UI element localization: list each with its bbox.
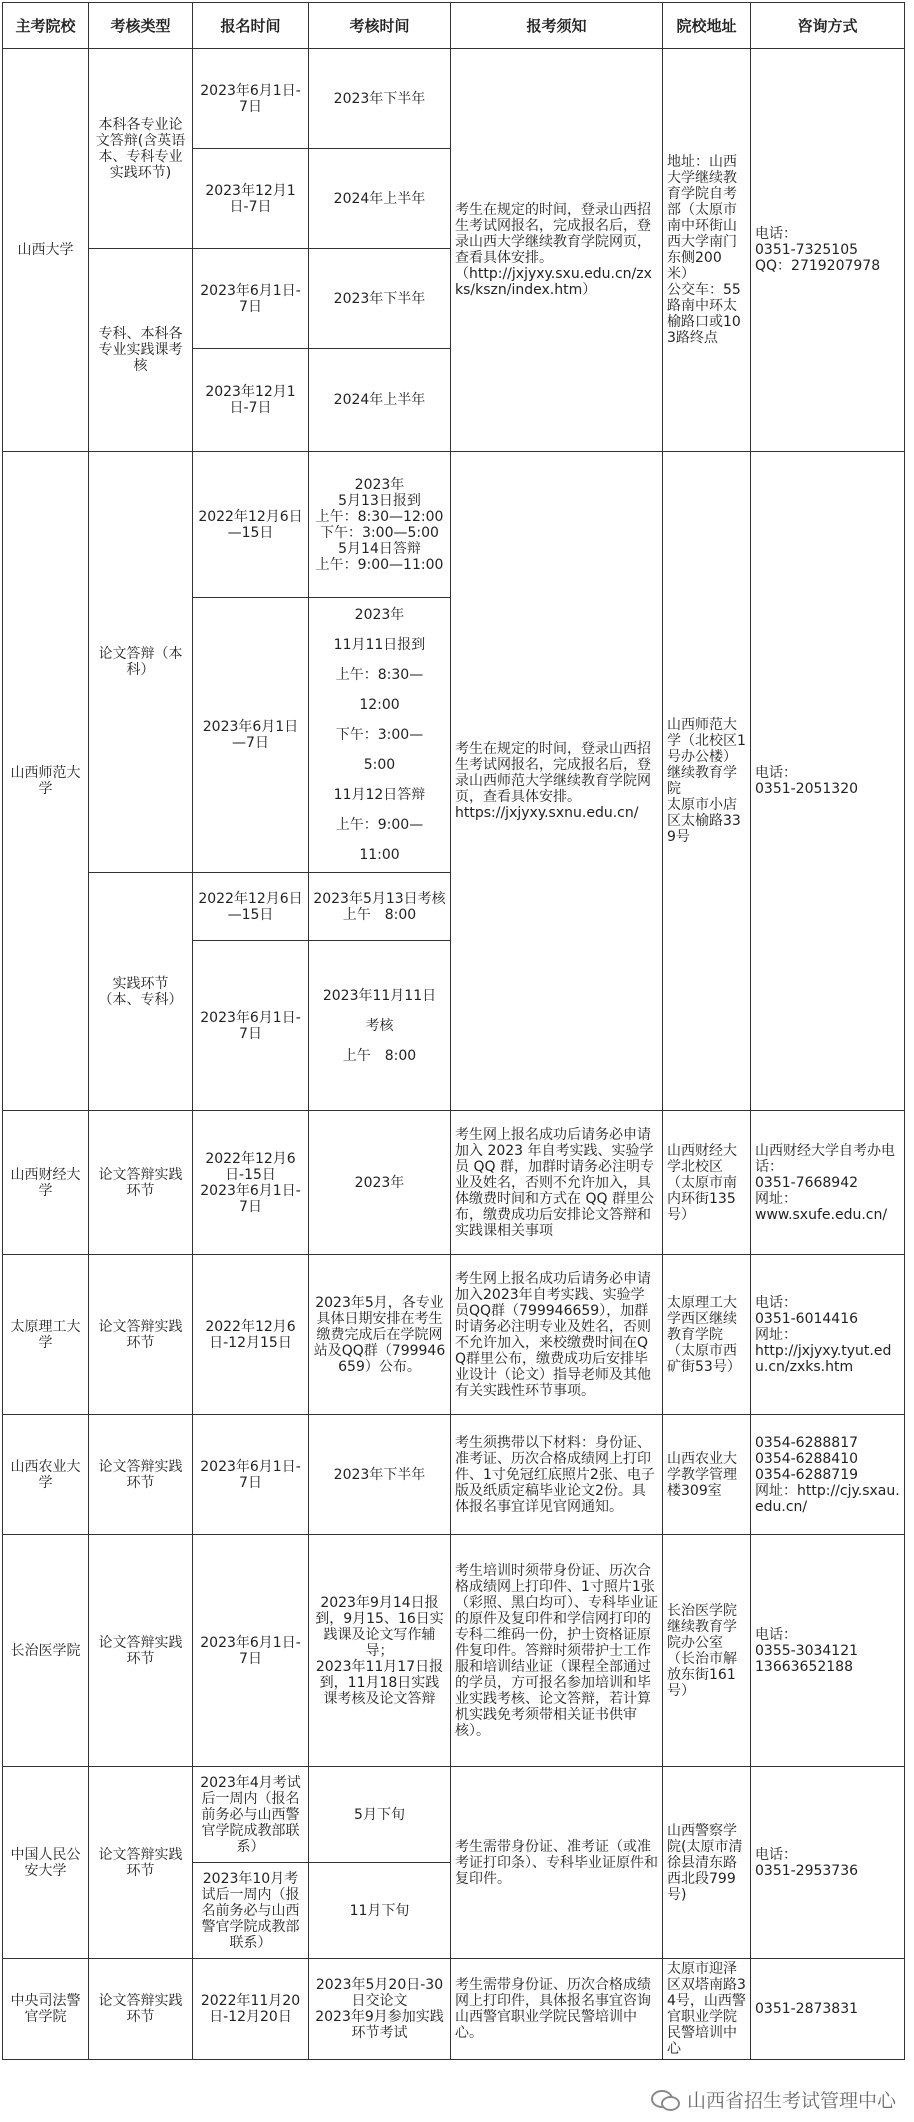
assessment-type: 论文答辩实践环节 [89, 1767, 193, 1959]
exam-time: 2023年11月11日 考核 上午 8:00 [309, 941, 451, 1111]
header-contact: 咨询方式 [751, 3, 905, 49]
registration-time: 2023年12月1日-7日 [193, 149, 309, 249]
registration-time: 2022年12月6日-12月15日 [193, 1255, 309, 1415]
assessment-type: 论文答辩实践环节 [89, 1255, 193, 1415]
header-school: 主考院校 [3, 3, 89, 49]
notice-text: 考生在规定的时间，登录山西招生考试网报名，完成报名后，登录山西师范大学继续教育学院网页，查看具体安排。 https://jxjyxy.sxnu.edu.cn/ [451, 452, 663, 1111]
school-name: 山西大学 [3, 49, 89, 452]
exam-time: 2024年上半年 [309, 149, 451, 249]
registration-time: 2022年12月6日—15日 [193, 873, 309, 941]
contact-text: 电话： 0355-3034121 13663652188 [751, 1535, 905, 1767]
table-row [3, 1111, 905, 1255]
exam-time: 2023年5月13日考核 上午 8:00 [309, 873, 451, 941]
notice-text: 考生网上报名成功后请务必申请加入 2023 年自考实践、实验学员 QQ 群，加群时请务必注明专业及姓名，否则不允许加入，具体缴费时间和方式在 QQ 群里公布，缴费成功后安排论文答辩和实践课相关事项 [451, 1111, 663, 1255]
assessment-type: 论文答辩实践环节 [89, 1415, 193, 1535]
notice-text: 考生培训时须带身份证、历次合格成绩网上打印件、1寸照片1张（彩照、黑白均可）、专科毕业证的原件及复印件和学信网打印的专科二维码一份，护士资格证原件复印件。答辩时须带护士工作服和培训结业证（课程全部通过的学员，方可报名参加培训和毕业实践考核、论文答辩，若计算机实践免考须带相关证书供审核）。 [451, 1535, 663, 1767]
table-row [3, 452, 905, 598]
assessment-type: 论文答辩实践环节 [89, 1535, 193, 1767]
table-row [3, 1959, 905, 2060]
notice-text: 考生在规定的时间，登录山西招生考试网报名，完成报名后，登录山西大学继续教育学院网页，查看具体安排。 （http://jxjyxy.sxu.edu.cn/zxks/kszn/index.htm） [451, 49, 663, 452]
header-exam-time: 考核时间 [309, 3, 451, 49]
header-type: 考核类型 [89, 3, 193, 49]
address-text: 地址：山西大学继续教育学院自考部（太原市南中环街山西大学南门东侧200米） 公交车：55路南中环太榆路口或103路终点 [663, 49, 751, 452]
assessment-type: 论文答辩（本科） [89, 452, 193, 873]
registration-time: 2023年6月1日-7日 [193, 1415, 309, 1535]
address-text: 山西农业大学教学管理楼309室 [663, 1415, 751, 1535]
exam-time: 2023年下半年 [309, 49, 451, 149]
address-text: 太原理工大学西区继续教育学院（太原市西矿街53号） [663, 1255, 751, 1415]
registration-time: 2023年4月考试后一周内（报名前务必与山西警官学院成教部联系） [193, 1767, 309, 1863]
registration-time: 2023年6月1日-7日 [193, 941, 309, 1111]
registration-time: 2023年12月1日-7日 [193, 349, 309, 452]
exam-time: 2023年 5月13日报到 上午：8:30—12:00 下午：3:00—5:00 5月14日答辩 上午：9:00—11:00 [309, 452, 451, 598]
exam-time: 5月下旬 [309, 1767, 451, 1863]
address-text: 山西财经大学北校区（太原市南内环街135号） [663, 1111, 751, 1255]
contact-text: 0354-6288817 0354-6288410 0354-6288719 网址：http://cjy.sxau.edu.cn/ [751, 1415, 905, 1535]
assessment-type: 论文答辩实践环节 [89, 1111, 193, 1255]
registration-time: 2022年12月6日-15日 2023年6月1日-7日 [193, 1111, 309, 1255]
exam-time: 2024年上半年 [309, 349, 451, 452]
assessment-type: 本科各专业论文答辩(含英语本、专科专业实践环节) [89, 49, 193, 249]
address-text: 太原市迎泽区双塔南路34号，山西警官职业学院民警培训中心 [663, 1959, 751, 2060]
exam-time: 2023年5月20日-30日交论文 2023年9月参加实践环节考试 [309, 1959, 451, 2060]
exam-time: 11月下旬 [309, 1863, 451, 1959]
school-name: 中央司法警官学院 [3, 1959, 89, 2060]
address-text: 长治医学院继续教育学院办公室（长治市解放东街161号） [663, 1535, 751, 1767]
table-row [3, 1255, 905, 1415]
address-text: 山西师范大学（北校区1号办公楼）继续教育学院 太原市小店区太榆路339号 [663, 452, 751, 1111]
registration-time: 2022年11月20日-12月20日 [193, 1959, 309, 2060]
table-row [3, 1535, 905, 1767]
contact-text: 电话： 0351-2953736 [751, 1767, 905, 1959]
school-name: 山西师范大学 [3, 452, 89, 1111]
contact-text: 0351-2873831 [751, 1959, 905, 2060]
school-name: 山西财经大学 [3, 1111, 89, 1255]
school-name: 长治医学院 [3, 1535, 89, 1767]
header-registration-time: 报名时间 [193, 3, 309, 49]
notice-text: 考生需带身份证、历次合格成绩网上打印件，具体报名事宜咨询山西警官职业学院民警培训中心。 [451, 1959, 663, 2060]
registration-time: 2023年6月1日-7日 [193, 49, 309, 149]
contact-text: 电话： 0351-2051320 [751, 452, 905, 1111]
address-text: 山西警察学院(太原市清徐县清东路西北段799号) [663, 1767, 751, 1959]
assessment-type: 实践环节（本、专科） [89, 873, 193, 1111]
registration-time: 2023年6月1日-7日 [193, 249, 309, 349]
watermark [651, 2082, 896, 2116]
school-name: 山西农业大学 [3, 1415, 89, 1535]
registration-time: 2023年6月1日-7日 [193, 1535, 309, 1767]
admissions-table [2, 2, 905, 2060]
school-name: 中国人民公安大学 [3, 1767, 89, 1959]
exam-time: 2023年5月，各专业具体日期安排在考生缴费完成后在学院网站及QQ群（799946659）公布。 [309, 1255, 451, 1415]
contact-text: 山西财经大学自考办电话： 0351-7668942 网址： www.sxufe.edu.cn/ [751, 1111, 905, 1255]
assessment-type: 专科、本科各专业实践课考核 [89, 249, 193, 452]
table-row [3, 1415, 905, 1535]
registration-time: 2022年12月6日—15日 [193, 452, 309, 598]
contact-text: 电话： 0351-6014416 网址： http://jxjyxy.tyut.edu.cn/zxks.htm [751, 1255, 905, 1415]
registration-time: 2023年6月1日—7日 [193, 598, 309, 873]
exam-time: 2023年 11月11日报到 上午：8:30— 12:00 下午：3:00— 5:00 11月12日答辩 上午：9:00— 11:00 [309, 598, 451, 873]
notice-text: 考生网上报名成功后请务必申请加入2023年自考实践、实验学员QQ群（799946659），加群时请务必注明专业及姓名，否则不允许加入，来校缴费时间在QQ群里公布，缴费成功后安排毕业设计（论文）指导老师及其他有关实践性环节事项。 [451, 1255, 663, 1415]
header-notice: 报考须知 [451, 3, 663, 49]
table-row [3, 49, 905, 149]
header-row [3, 3, 905, 49]
exam-time: 2023年 [309, 1111, 451, 1255]
exam-time: 2023年下半年 [309, 1415, 451, 1535]
watermark-text: 山西省招生考试管理中心 [686, 2089, 896, 2112]
table-row [3, 1767, 905, 1863]
wechat-icon [651, 2088, 679, 2110]
notice-text: 考生须携带以下材料：身份证、准考证、历次合格成绩网上打印件、1寸免冠红底照片2张、电子版及纸质定稿毕业论文2份。具体报名事宜详见官网通知。 [451, 1415, 663, 1535]
assessment-type: 论文答辩实践环节 [89, 1959, 193, 2060]
registration-time: 2023年10月考试后一周内（报名前务必与山西警官学院成教部联系） [193, 1863, 309, 1959]
header-address: 院校地址 [663, 3, 751, 49]
exam-time: 2023年9月14日报到，9月15、16日实践课及论文写作辅导； 2023年11月17日报到，11月18日实践课考核及论文答辩 [309, 1535, 451, 1767]
notice-text: 考生需带身份证、准考证（或准考证打印条）、专科毕业证原件和复印件。 [451, 1767, 663, 1959]
contact-text: 电话： 0351-7325105 QQ：2719207978 [751, 49, 905, 452]
school-name: 太原理工大学 [3, 1255, 89, 1415]
exam-time: 2023年下半年 [309, 249, 451, 349]
